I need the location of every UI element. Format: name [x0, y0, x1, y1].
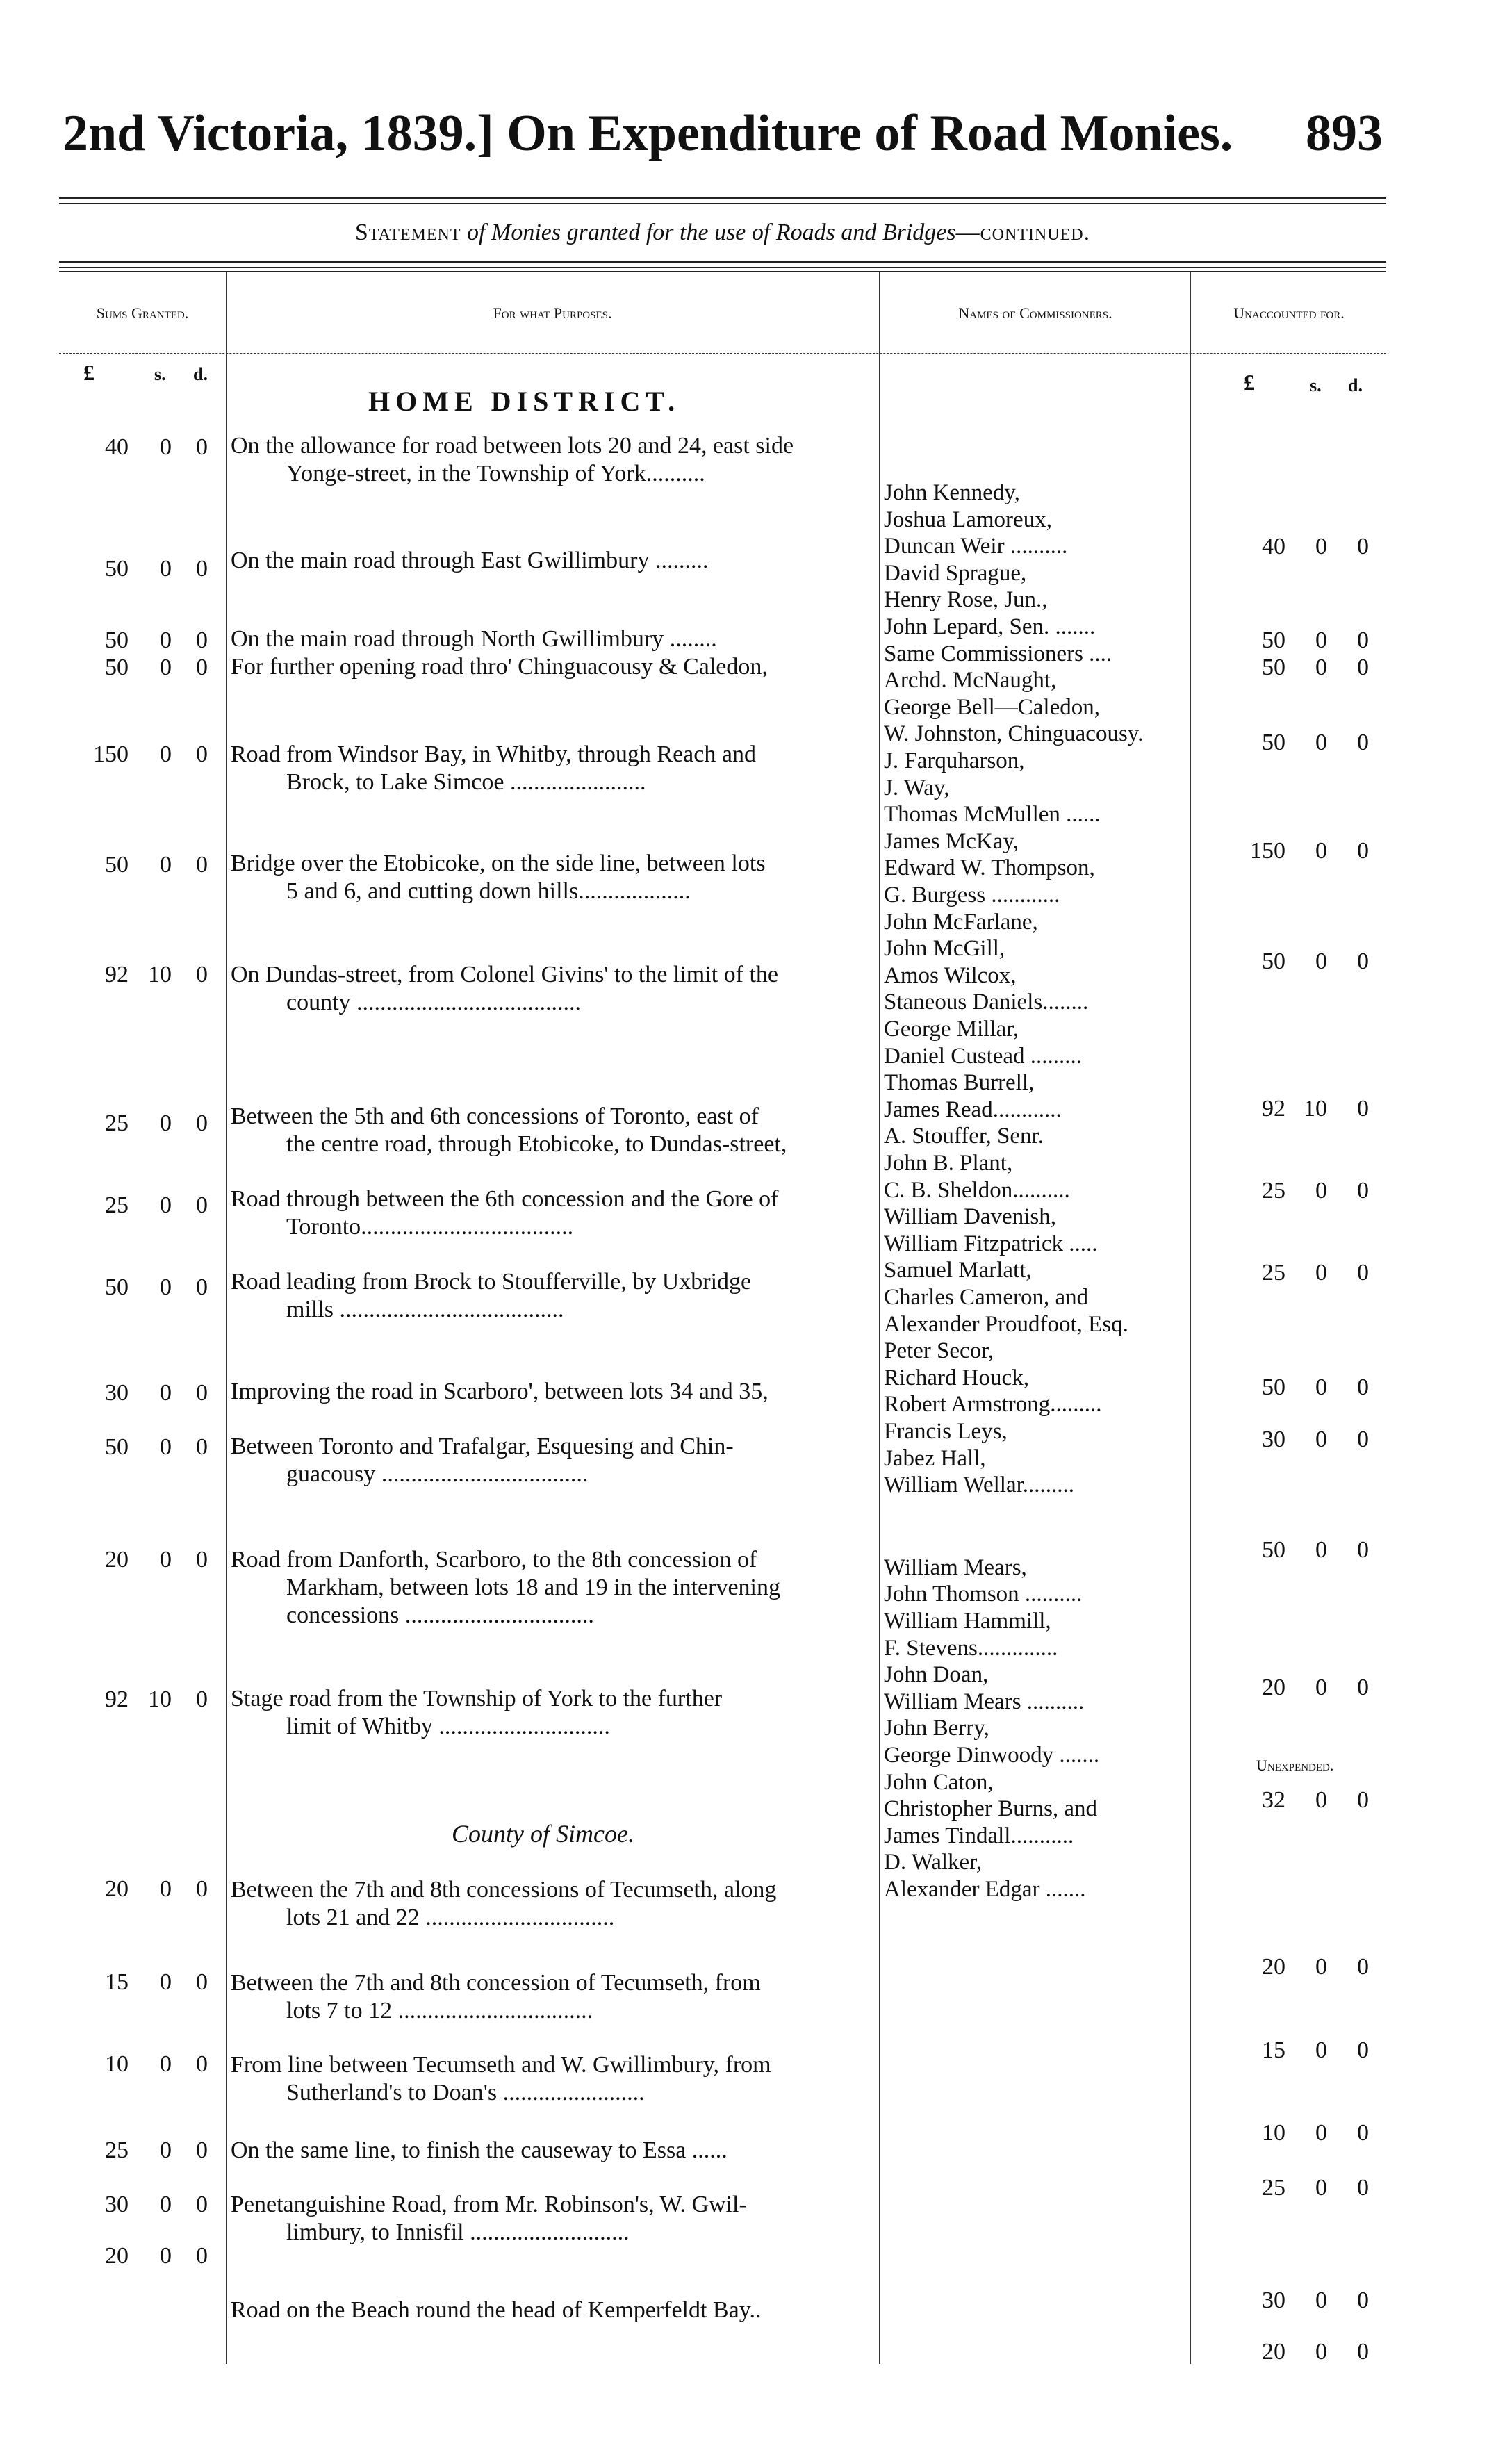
granted-amount-p: 92 [105, 1686, 129, 1712]
commissioner-name: John Thomson .......... [884, 1582, 1083, 1607]
granted-amount-d: 0 [196, 434, 208, 460]
unaccounted-amount [1230, 534, 1369, 560]
granted-amount-s: 10 [148, 1686, 172, 1712]
granted-amount [80, 1547, 208, 1573]
unaccounted-amount-d: 0 [1357, 534, 1369, 559]
unaccounted-amount-d: 0 [1357, 1787, 1369, 1813]
unaccounted-amount-p: 20 [1262, 1954, 1285, 1980]
granted-amount [80, 2051, 208, 2078]
unaccounted-amount-d: 0 [1357, 838, 1369, 864]
purpose-line: For further opening road thro' Chinguacousy & Caledon, [231, 654, 768, 680]
commissioner-name: William Hammill, [884, 1609, 1051, 1634]
unaccounted-amount-s: 0 [1315, 1178, 1327, 1204]
unaccounted-amount-d: 0 [1357, 730, 1369, 755]
unaccounted-amount-d: 0 [1357, 2339, 1369, 2365]
commissioner-name: William Mears, [884, 1555, 1027, 1580]
unaccounted-amount-s: 0 [1315, 2339, 1327, 2365]
commissioner-name: Robert Armstrong......... [884, 1392, 1102, 1417]
unaccounted-amount-d: 0 [1357, 2175, 1369, 2201]
purpose-entry [231, 2297, 876, 2324]
granted-amount-d: 0 [196, 2051, 208, 2077]
unaccounted-amount [1230, 1096, 1369, 1122]
unaccounted-amount-s: 0 [1315, 627, 1327, 653]
granted-amount-p: 150 [93, 741, 129, 767]
commissioner-name: Duncan Weir .......... [884, 534, 1068, 559]
purpose-entry [231, 2051, 876, 2107]
unaccounted-amount-p: 150 [1250, 838, 1285, 864]
col-header-unaccounted: Unaccounted for. [1233, 304, 1345, 322]
granted-amount-p: 50 [105, 627, 129, 653]
unaccounted-amount-p: 20 [1262, 2339, 1285, 2365]
commissioner-name: Joshua Lamoreux, [884, 507, 1052, 532]
granted-amount-p: 50 [105, 655, 129, 680]
granted-amount-p: 20 [105, 1547, 129, 1572]
granted-amount-d: 0 [196, 1969, 208, 1995]
header-rule [59, 353, 1386, 354]
unaccounted-amount-d: 0 [1357, 1537, 1369, 1563]
granted-amount-s: 0 [160, 434, 172, 460]
unaccounted-amount-p: 50 [1262, 627, 1285, 653]
commissioner-name: Thomas McMullen ...... [884, 802, 1101, 827]
unexpended-label: Unexpended. [1256, 1757, 1334, 1774]
purpose-line: Toronto.................................... [286, 1214, 574, 1240]
granted-amount-d: 0 [196, 655, 208, 680]
purpose-line: Road from Windsor Bay, in Whitby, through Reach and [231, 741, 756, 767]
county-heading: County of Simcoe. [452, 1820, 634, 1848]
purpose-entry [231, 741, 876, 796]
district-heading: HOME DISTRICT. [368, 386, 681, 417]
purpose-line: limit of Whitby ............................. [286, 1714, 610, 1739]
commissioner-name: John Caton, [884, 1770, 994, 1795]
granted-amount-d: 0 [196, 1192, 208, 1218]
granted-amount-p: 20 [105, 2243, 129, 2269]
unaccounted-amount-p: 15 [1262, 2037, 1285, 2063]
commissioner-name: Daniel Custead ......... [884, 1044, 1083, 1069]
statement-title [59, 220, 1386, 246]
granted-amount-p: 50 [105, 1274, 129, 1300]
commissioner-name: Henry Rose, Jun., [884, 587, 1048, 612]
purpose-entry [231, 1268, 876, 1324]
commissioner-name: George Dinwoody ....... [884, 1743, 1100, 1768]
granted-amount-p: 25 [105, 1192, 129, 1218]
granted-amount-s: 0 [160, 1192, 172, 1218]
commissioner-name: John Berry, [884, 1716, 989, 1741]
granted-amount-s: 10 [148, 962, 172, 987]
purpose-entry [231, 2137, 876, 2165]
col-header-purposes: For what Purposes. [493, 304, 612, 322]
unaccounted-amount-p: 32 [1262, 1787, 1285, 1813]
unaccounted-amount [1230, 948, 1369, 975]
granted-amount-d: 0 [196, 1380, 208, 1406]
granted-amount [80, 2192, 208, 2218]
purpose-entry [231, 1685, 876, 1741]
commissioner-name: John McFarlane, [884, 910, 1038, 935]
purpose-line: Road through between the 6th concession and the Gore of [231, 1186, 779, 1212]
purpose-line: Stage road from the Township of York to the further [231, 1686, 723, 1711]
column-divider-1 [226, 272, 227, 2364]
granted-amount-s: 0 [160, 1274, 172, 1300]
granted-amount [80, 2137, 208, 2164]
commissioner-name: John Kennedy, [884, 480, 1020, 505]
granted-amount-d: 0 [196, 2192, 208, 2217]
purpose-line: On the main road through North Gwillimbury ........ [231, 626, 717, 652]
purpose-entry [231, 1433, 876, 1488]
purpose-line: Road from Danforth, Scarboro, to the 8th concession of [231, 1547, 757, 1572]
column-divider-3 [1190, 272, 1191, 2364]
unaccounted-amount-d: 0 [1357, 1374, 1369, 1400]
unaccounted-amount-s: 0 [1315, 2288, 1327, 2313]
granted-amount-d: 0 [196, 962, 208, 987]
purpose-line: Between the 5th and 6th concessions of Toronto, east of [231, 1103, 759, 1129]
unaccounted-amount [1230, 2037, 1369, 2064]
granted-amount-s: 0 [160, 627, 172, 653]
granted-amount [80, 1110, 208, 1137]
unaccounted-amount-d: 0 [1357, 1954, 1369, 1980]
purpose-line: Road on the Beach round the head of Kemperfeldt Bay.. [231, 2297, 762, 2323]
granted-amount [80, 627, 208, 654]
top-rule [59, 197, 1386, 199]
unaccounted-amount-p: 25 [1262, 1260, 1285, 1286]
granted-amount-p: 30 [105, 2192, 129, 2217]
running-title: 2nd Victoria, 1839.] On Expenditure of Road Monies. [63, 105, 1233, 162]
granted-amount-s: 0 [160, 2137, 172, 2163]
granted-amount [80, 1274, 208, 1301]
granted-amount [80, 2243, 208, 2269]
purpose-line: Brock, to Lake Simcoe ....................... [286, 769, 646, 795]
commissioner-name: John Lepard, Sen. ....... [884, 614, 1096, 639]
unit-shillings-2: s. [1310, 375, 1322, 395]
granted-amount-p: 10 [105, 2051, 129, 2077]
purpose-line: concessions ................................ [286, 1602, 594, 1628]
unaccounted-amount-s: 0 [1315, 2037, 1327, 2063]
unaccounted-amount-p: 30 [1262, 1427, 1285, 1452]
unaccounted-amount-p: 25 [1262, 1178, 1285, 1204]
granted-amount-s: 0 [160, 1434, 172, 1460]
unaccounted-amount-p: 10 [1262, 2120, 1285, 2146]
purpose-line: On the allowance for road between lots 20 and 24, east side [231, 433, 794, 459]
unaccounted-amount [1230, 1954, 1369, 1980]
purpose-entry [231, 1103, 876, 1158]
granted-amount [80, 1380, 208, 1406]
unaccounted-amount [1230, 1260, 1369, 1286]
purpose-line: Sutherland's to Doan's ........................ [286, 2080, 645, 2105]
purpose-entry [231, 432, 876, 488]
commissioner-name: Peter Secor, [884, 1338, 994, 1363]
commissioner-name: J. Farquharson, [884, 748, 1025, 773]
granted-amount-d: 0 [196, 627, 208, 653]
unaccounted-amount-d: 0 [1357, 2037, 1369, 2063]
purpose-line: Road leading from Brock to Stoufferville, by Uxbridge [231, 1269, 752, 1295]
col-header-commissioners: Names of Commissioners. [958, 304, 1112, 322]
purpose-line: mills ...................................... [286, 1297, 564, 1322]
unaccounted-amount-s: 0 [1315, 1954, 1327, 1980]
unaccounted-amount-p: 20 [1262, 1675, 1285, 1700]
page-number: 893 [1306, 105, 1383, 162]
commissioner-name: Charles Cameron, and [884, 1285, 1089, 1310]
commissioner-name: William Fitzpatrick ..... [884, 1231, 1098, 1256]
purpose-line: Between the 7th and 8th concessions of Tecumseth, along [231, 1877, 777, 1903]
granted-amount [80, 1876, 208, 1903]
column-divider-2 [879, 272, 880, 2364]
commissioner-name: Alexander Edgar ....... [884, 1877, 1086, 1902]
purpose-line: the centre road, through Etobicoke, to Dundas-street, [286, 1131, 787, 1157]
granted-amount-d: 0 [196, 852, 208, 878]
unaccounted-amount [1230, 655, 1369, 681]
commissioner-name: James McKay, [884, 829, 1019, 854]
unaccounted-amount [1230, 2288, 1369, 2314]
granted-amount-d: 0 [196, 741, 208, 767]
granted-amount [80, 655, 208, 681]
unaccounted-amount-s: 0 [1315, 1787, 1327, 1813]
commissioner-name: Richard Houck, [884, 1365, 1029, 1390]
granted-amount-d: 0 [196, 1547, 208, 1572]
granted-amount-s: 0 [160, 556, 172, 582]
granted-amount-d: 0 [196, 1110, 208, 1136]
unaccounted-amount [1230, 1374, 1369, 1401]
commissioner-name: Thomas Burrell, [884, 1070, 1035, 1095]
granted-amount-p: 92 [105, 962, 129, 987]
table-top-rule-thin2 [59, 271, 1386, 272]
unaccounted-amount-s: 0 [1315, 1260, 1327, 1286]
granted-amount-p: 30 [105, 1380, 129, 1406]
commissioner-name: Amos Wilcox, [884, 963, 1017, 988]
unaccounted-amount-p: 50 [1262, 730, 1285, 755]
commissioner-name: C. B. Sheldon.......... [884, 1178, 1070, 1203]
granted-amount-s: 0 [160, 2051, 172, 2077]
unaccounted-amount-s: 0 [1315, 1427, 1327, 1452]
unit-pounds: £ [83, 360, 94, 385]
granted-amount-p: 15 [105, 1969, 129, 1995]
purpose-entry [231, 1546, 876, 1629]
unaccounted-amount [1230, 2339, 1369, 2365]
commissioner-name: William Wellar......... [884, 1472, 1075, 1497]
unaccounted-amount-d: 0 [1357, 1675, 1369, 1700]
purpose-line: lots 7 to 12 ................................. [286, 1998, 593, 2023]
unaccounted-amount [1230, 1427, 1369, 1453]
purpose-entry [231, 547, 876, 575]
granted-amount-d: 0 [196, 1876, 208, 1902]
unaccounted-amount-d: 0 [1357, 2288, 1369, 2313]
commissioner-name: Francis Leys, [884, 1419, 1008, 1444]
unaccounted-amount-s: 0 [1315, 655, 1327, 680]
unit-pence-2: d. [1348, 375, 1363, 395]
granted-amount-p: 20 [105, 1876, 129, 1902]
granted-amount-s: 0 [160, 741, 172, 767]
unaccounted-amount-p: 25 [1262, 2175, 1285, 2201]
granted-amount [80, 1434, 208, 1461]
statement-lead: Statement [354, 220, 461, 245]
unaccounted-amount-d: 0 [1357, 1178, 1369, 1204]
purpose-line: Improving the road in Scarboro', between lots 34 and 35, [231, 1379, 768, 1404]
unaccounted-amount-p: 50 [1262, 1374, 1285, 1400]
commissioner-name: G. Burgess ............ [884, 882, 1060, 907]
purpose-line: limbury, to Innisfil ........................... [286, 2219, 630, 2245]
purpose-entry [231, 653, 876, 681]
granted-amount-p: 50 [105, 556, 129, 582]
granted-amount-s: 0 [160, 1110, 172, 1136]
commissioner-name: John B. Plant, [884, 1151, 1013, 1176]
commissioner-name: Same Commissioners .... [884, 641, 1112, 666]
unaccounted-amount-p: 50 [1262, 655, 1285, 680]
unaccounted-amount-d: 0 [1357, 627, 1369, 653]
unaccounted-amount-d: 0 [1357, 1096, 1369, 1122]
purpose-entry [231, 1185, 876, 1241]
commissioner-name: W. Johnston, Chinguacousy. [884, 721, 1144, 746]
commissioner-name: William Davenish, [884, 1204, 1056, 1229]
unaccounted-amount-s: 0 [1315, 948, 1327, 974]
granted-amount [80, 556, 208, 582]
unaccounted-amount-s: 0 [1315, 2175, 1327, 2201]
commissioner-name: William Mears .......... [884, 1689, 1085, 1714]
commissioner-name: Jabez Hall, [884, 1446, 986, 1471]
granted-amount-d: 0 [196, 1274, 208, 1300]
purpose-line: Between the 7th and 8th concession of Tecumseth, from [231, 1970, 761, 1996]
granted-amount [80, 741, 208, 768]
unaccounted-amount-d: 0 [1357, 948, 1369, 974]
commissioner-name: D. Walker, [884, 1850, 983, 1875]
purpose-line: From line between Tecumseth and W. Gwillimbury, from [231, 2052, 771, 2078]
granted-amount-s: 0 [160, 655, 172, 680]
purpose-line: 5 and 6, and cutting down hills................... [286, 878, 691, 904]
unaccounted-amount [1230, 1675, 1369, 1701]
unaccounted-amount [1230, 2120, 1369, 2146]
granted-amount-d: 0 [196, 1434, 208, 1460]
granted-amount-d: 0 [196, 1686, 208, 1712]
table-top-rule-thin [59, 267, 1386, 268]
granted-amount-p: 50 [105, 852, 129, 878]
unaccounted-amount-s: 0 [1315, 1675, 1327, 1700]
top-rule-thin [59, 203, 1386, 204]
commissioner-name: George Bell—Caledon, [884, 695, 1100, 720]
unaccounted-amount-p: 50 [1262, 948, 1285, 974]
unaccounted-amount [1230, 730, 1369, 756]
purpose-entry [231, 625, 876, 653]
granted-amount [80, 962, 208, 988]
purpose-entry [231, 1969, 876, 2025]
unaccounted-amount-p: 92 [1262, 1096, 1285, 1122]
unaccounted-amount-s: 0 [1315, 730, 1327, 755]
purpose-line: On the same line, to finish the causeway to Essa ...... [231, 2137, 728, 2163]
purpose-line: Penetanguishine Road, from Mr. Robinson's, W. Gwil- [231, 2192, 747, 2217]
granted-amount-s: 0 [160, 2192, 172, 2217]
commissioner-name: Archd. McNaught, [884, 668, 1057, 693]
commissioner-name: James Read............ [884, 1097, 1062, 1122]
commissioner-name: Samuel Marlatt, [884, 1258, 1032, 1283]
statement-suffix: —continued. [955, 220, 1091, 245]
unaccounted-amount [1230, 838, 1369, 864]
commissioner-name: Edward W. Thompson, [884, 855, 1095, 880]
unaccounted-amount-d: 0 [1357, 1260, 1369, 1286]
purpose-entry [231, 1876, 876, 1932]
granted-amount-p: 40 [105, 434, 129, 460]
granted-amount-s: 0 [160, 1876, 172, 1902]
commissioner-name: George Millar, [884, 1017, 1019, 1042]
granted-amount-d: 0 [196, 556, 208, 582]
page-header [63, 104, 1383, 181]
granted-amount [80, 1686, 208, 1713]
purpose-line: Bridge over the Etobicoke, on the side line, between lots [231, 851, 766, 876]
unaccounted-amount-s: 0 [1315, 1537, 1327, 1563]
granted-amount-p: 25 [105, 1110, 129, 1136]
granted-amount-p: 50 [105, 1434, 129, 1460]
unaccounted-amount-s: 0 [1315, 534, 1327, 559]
unaccounted-amount-s: 10 [1304, 1096, 1327, 1122]
commissioner-name: Staneous Daniels........ [884, 989, 1089, 1015]
commissioner-name: A. Stouffer, Senr. [884, 1124, 1044, 1149]
unaccounted-amount [1230, 1537, 1369, 1563]
unaccounted-amount-d: 0 [1357, 655, 1369, 680]
purpose-line: On Dundas-street, from Colonel Givins' to the limit of the [231, 962, 779, 987]
granted-amount-s: 0 [160, 1969, 172, 1995]
granted-amount-s: 0 [160, 1547, 172, 1572]
commissioner-name: James Tindall........... [884, 1823, 1074, 1848]
commissioner-name: Alexander Proudfoot, Esq. [884, 1312, 1128, 1337]
purpose-line: lots 21 and 22 ................................ [286, 1905, 615, 1930]
commissioner-name: F. Stevens.............. [884, 1636, 1058, 1661]
granted-amount [80, 1192, 208, 1219]
commissioner-name: J. Way, [884, 775, 950, 800]
granted-amount [80, 1969, 208, 1996]
purpose-entry [231, 1378, 876, 1406]
granted-amount-d: 0 [196, 2137, 208, 2163]
granted-amount-d: 0 [196, 2243, 208, 2269]
commissioner-name: John McGill, [884, 936, 1005, 961]
unaccounted-amount-p: 30 [1262, 2288, 1285, 2313]
unaccounted-amount-p: 50 [1262, 1537, 1285, 1563]
granted-amount [80, 434, 208, 461]
purpose-entry [231, 850, 876, 905]
col-header-sums: Sums Granted. [96, 304, 189, 322]
purpose-line: guacousy ................................... [286, 1461, 589, 1487]
granted-amount-s: 0 [160, 852, 172, 878]
unaccounted-amount [1230, 627, 1369, 654]
purpose-line: Between Toronto and Trafalgar, Esquesing and Chin- [231, 1434, 734, 1459]
unaccounted-amount [1230, 1787, 1369, 1814]
purpose-entry [231, 2191, 876, 2247]
unaccounted-amount-d: 0 [1357, 1427, 1369, 1452]
commissioner-name: Christopher Burns, and [884, 1796, 1098, 1821]
granted-amount-p: 25 [105, 2137, 129, 2163]
purpose-line: Markham, between lots 18 and 19 in the intervening [286, 1575, 780, 1600]
purpose-line: Yonge-street, in the Township of York.......... [286, 461, 705, 486]
unaccounted-amount [1230, 2175, 1369, 2201]
commissioner-name: John Doan, [884, 1662, 989, 1687]
unaccounted-amount-p: 40 [1262, 534, 1285, 559]
purpose-entry [231, 961, 876, 1017]
unaccounted-amount-d: 0 [1357, 2120, 1369, 2146]
granted-amount [80, 852, 208, 878]
table-top-rule [59, 261, 1386, 263]
granted-amount-s: 0 [160, 1380, 172, 1406]
statement-text: of Monies granted for the use of Roads and Bridges [467, 220, 956, 245]
unaccounted-amount-s: 0 [1315, 838, 1327, 864]
unit-shillings: s. [154, 364, 166, 384]
commissioner-name: David Sprague, [884, 561, 1027, 586]
unit-pence: d. [193, 364, 208, 384]
purpose-line: On the main road through East Gwillimbury ......... [231, 548, 709, 573]
granted-amount-s: 0 [160, 2243, 172, 2269]
unaccounted-amount-s: 0 [1315, 2120, 1327, 2146]
unit-pounds-2: £ [1244, 370, 1255, 395]
unaccounted-amount-s: 0 [1315, 1374, 1327, 1400]
unaccounted-amount [1230, 1178, 1369, 1204]
purpose-line: county ...................................... [286, 989, 582, 1015]
